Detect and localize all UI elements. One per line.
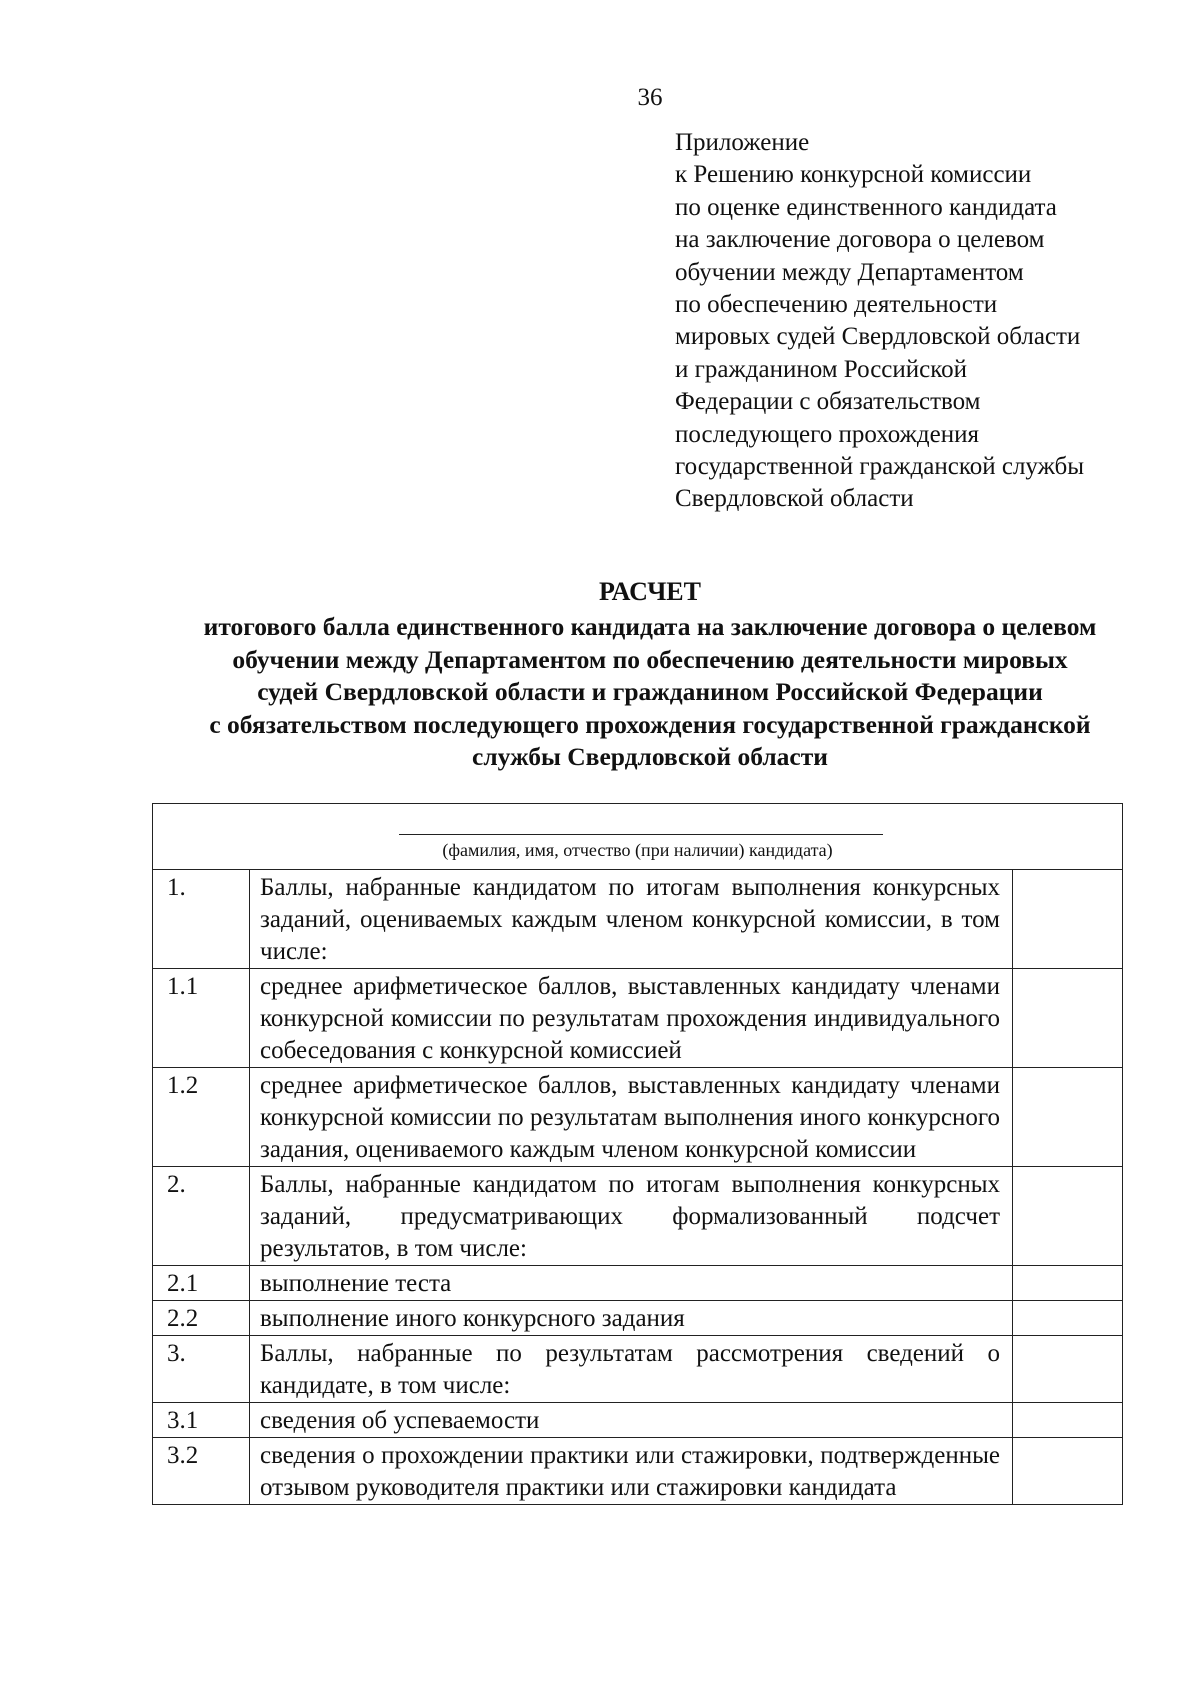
row-score-value[interactable] (1013, 1438, 1123, 1505)
appendix-block (675, 127, 1135, 516)
subtitle-line: с обязательством последующего прохождения государственной гражданской (209, 709, 1091, 739)
row-score-value[interactable] (1013, 1403, 1123, 1438)
appendix-line: и гражданином Российской (675, 355, 968, 383)
appendix-line: мировых судей Свердловской области (675, 323, 1081, 351)
subtitle-line: судей Свердловской области и гражданином Российской Федерации (257, 677, 1043, 707)
row-number: 2.1 (153, 1266, 250, 1301)
candidate-name-row (153, 804, 1123, 870)
row-number: 2. (153, 1167, 250, 1266)
appendix-line: Федерации с обязательством (675, 388, 981, 416)
row-score-value[interactable] (1013, 1301, 1123, 1336)
table-row (153, 1438, 1123, 1505)
row-number: 3.2 (153, 1438, 250, 1505)
row-description: выполнение теста (250, 1266, 1013, 1301)
row-description: Баллы, набранные по результатам рассмотрения сведений о кандидате, в том числе: (250, 1336, 1013, 1403)
row-score-value[interactable] (1013, 1336, 1123, 1403)
row-description: среднее арифметическое баллов, выставленных кандидату членами конкурсной комиссии по результатам прохождения индивидуального собеседования с конкурсной комиссией (250, 969, 1013, 1068)
appendix-line: по обеспечению деятельности (675, 291, 998, 319)
table-row (153, 1301, 1123, 1336)
row-score-value[interactable] (1013, 870, 1123, 969)
row-score-value[interactable] (1013, 1068, 1123, 1167)
candidate-name-line (399, 834, 883, 835)
row-number: 1.1 (153, 969, 250, 1068)
subtitle-line: итогового балла единственного кандидата на заключение договора о целевом (203, 612, 1097, 641)
appendix-line: обучении между Департаментом (675, 258, 1024, 286)
row-number: 1. (153, 870, 250, 969)
table-row (153, 1068, 1123, 1167)
row-number: 3. (153, 1336, 250, 1403)
row-score-value[interactable] (1013, 1266, 1123, 1301)
appendix-line: к Решению конкурсной комиссии (675, 161, 1032, 189)
page-number: 36 (637, 84, 663, 111)
subtitle-line: службы Свердловской области (472, 742, 828, 772)
row-score-value[interactable] (1013, 1167, 1123, 1266)
appendix-line: на заключение договора о целевом (675, 226, 1045, 254)
document-title: РАСЧЕТ (599, 577, 701, 606)
row-number: 1.2 (153, 1068, 250, 1167)
subtitle-line: обучении между Департаментом по обеспечению деятельности мировых (232, 644, 1068, 674)
score-calculation-table (152, 803, 1123, 1505)
appendix-line: Свердловской области (675, 485, 914, 513)
row-description: сведения о прохождении практики или стажировки, подтвержденные отзывом руководителя практики или стажировки кандидата (250, 1438, 1013, 1505)
row-description: Баллы, набранные кандидатом по итогам выполнения конкурсных заданий, предусматривающих формализованный подсчет результатов, в том числе: (250, 1167, 1013, 1266)
table-row (153, 1266, 1123, 1301)
row-number: 3.1 (153, 1403, 250, 1438)
table-row (153, 969, 1123, 1068)
row-number: 2.2 (153, 1301, 250, 1336)
appendix-line: государственной гражданской службы (675, 453, 1085, 481)
document-subtitle (150, 611, 1150, 774)
candidate-name-caption: (фамилия, имя, отчество (при наличии) кандидата) (442, 840, 833, 860)
table-row (153, 1167, 1123, 1266)
row-description: выполнение иного конкурсного задания (250, 1301, 1013, 1336)
row-score-value[interactable] (1013, 969, 1123, 1068)
appendix-line: по оценке единственного кандидата (675, 193, 1057, 221)
table-row (153, 1403, 1123, 1438)
row-description: среднее арифметическое баллов, выставленных кандидату членами конкурсной комиссии по результатам выполнения иного конкурсного задания, оцениваемого каждым членом конкурсной комиссии (250, 1068, 1013, 1167)
candidate-name-cell[interactable] (153, 804, 1123, 870)
table-row (153, 1336, 1123, 1403)
appendix-line: Приложение (675, 129, 810, 156)
row-description: сведения об успеваемости (250, 1403, 1013, 1438)
table-row (153, 870, 1123, 969)
appendix-line: последующего прохождения (675, 420, 979, 448)
row-description: Баллы, набранные кандидатом по итогам выполнения конкурсных заданий, оцениваемых каждым членом конкурсной комиссии, в том числе: (250, 870, 1013, 969)
